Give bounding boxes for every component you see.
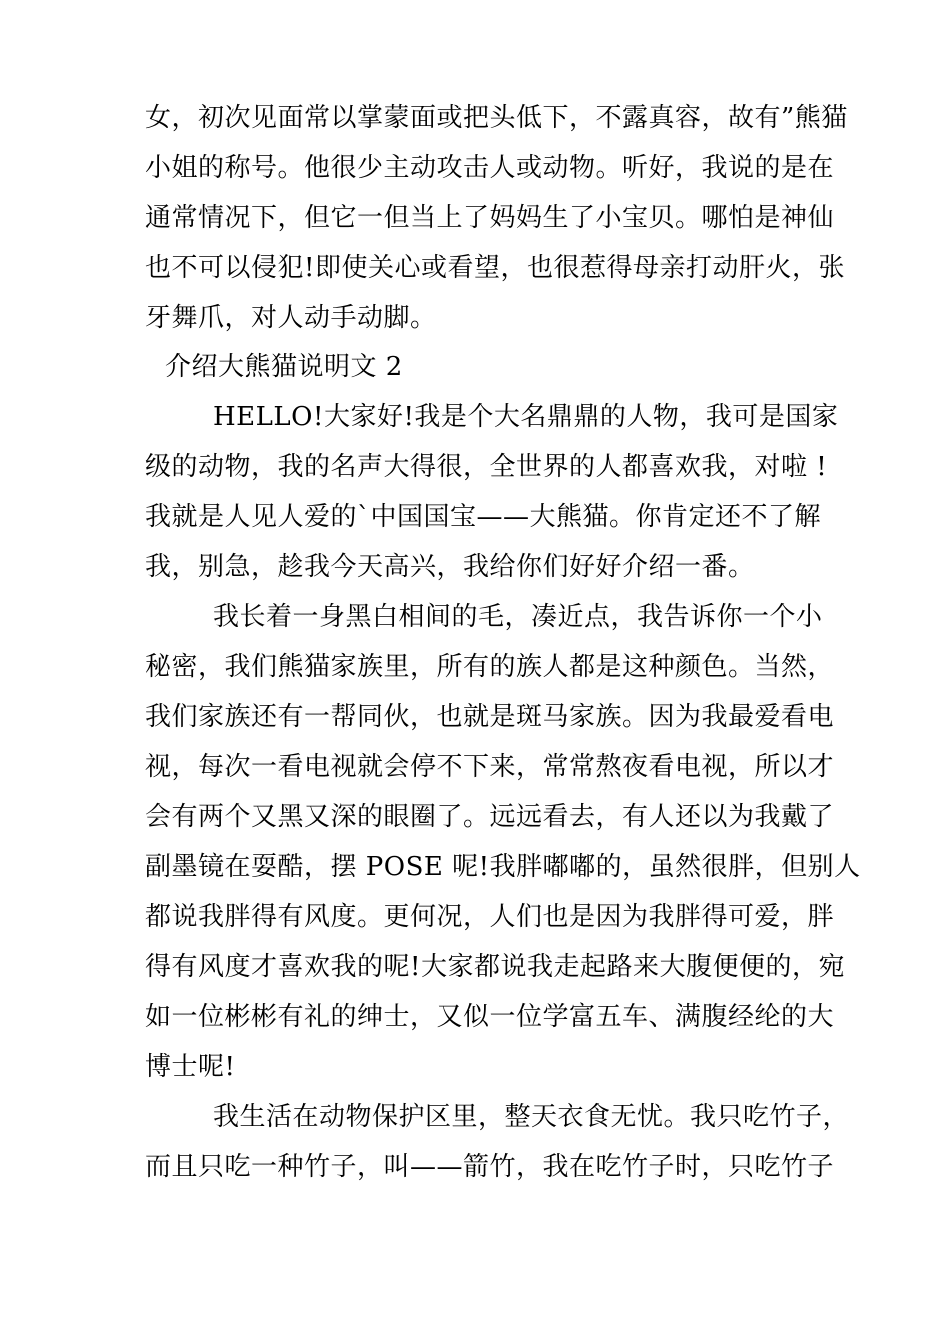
paragraph-2-line-4: 我，别急，趁我今天高兴，我给你们好好介绍一番。 — [145, 552, 755, 582]
paragraph-2-line-1: HELLO!大家好!我是个大名鼎鼎的人物，我可是国家 — [213, 402, 839, 432]
paragraph-3-line-10: 博士呢! — [145, 1052, 236, 1082]
paragraph-2-line-3: 我就是人见人爱的`中国国宝——大熊猫。你肯定还不了解 — [145, 502, 822, 532]
paragraph-3-line-5: 会有两个又黑又深的眼圈了。远远看去，有人还以为我戴了 — [145, 802, 835, 832]
paragraph-3-line-3: 我们家族还有一帮同伙，也就是斑马家族。因为我最爱看电 — [145, 702, 835, 732]
paragraph-4-line-1: 我生活在动物保护区里，整天衣食无忧。我只吃竹子， — [213, 1102, 850, 1132]
paragraph-4-line-2: 而且只吃一种竹子，叫——箭竹，我在吃竹子时，只吃竹子 — [145, 1152, 835, 1182]
paragraph-3-line-4: 视，每次一看电视就会停不下来，常常熬夜看电视，所以才 — [145, 752, 835, 782]
paragraph-3-line-1: 我长着一身黑白相间的毛，凑近点，我告诉你一个小 — [213, 602, 823, 632]
section-heading: 介绍大熊猫说明文 2 — [165, 352, 403, 382]
paragraph-1-line-5: 牙舞爪，对人动手动脚。 — [145, 303, 437, 333]
paragraph-3-line-6: 副墨镜在耍酷，摆 POSE 呢!我胖嘟嘟的，虽然很胖，但别人 — [145, 852, 861, 882]
paragraph-3-line-9: 如一位彬彬有礼的绅士，又似一位学富五车、满腹经纶的大 — [145, 1002, 835, 1032]
paragraph-1-line-4: 也不可以侵犯!即使关心或看望，也很惹得母亲打动肝火，张 — [145, 253, 845, 283]
paragraph-1-line-2: 小姐的称号。他很少主动攻击人或动物。听好，我说的是在 — [145, 153, 835, 183]
paragraph-3-line-2: 秘密，我们熊猫家族里，所有的族人都是这种颜色。当然， — [145, 652, 835, 682]
paragraph-3-line-8: 得有风度才喜欢我的呢!大家都说我走起路来大腹便便的，宛 — [145, 952, 845, 982]
paragraph-1-line-1: 女，初次见面常以掌蒙面或把头低下，不露真容，故有”熊猫 — [145, 103, 848, 133]
paragraph-1-line-3: 通常情况下，但它一但当上了妈妈生了小宝贝。哪怕是神仙 — [145, 203, 835, 233]
paragraph-3-line-7: 都说我胖得有风度。更何况，人们也是因为我胖得可爱，胖 — [145, 902, 835, 932]
paragraph-2-line-2: 级的动物，我的名声大得很，全世界的人都喜欢我，对啦 ! — [145, 452, 828, 482]
